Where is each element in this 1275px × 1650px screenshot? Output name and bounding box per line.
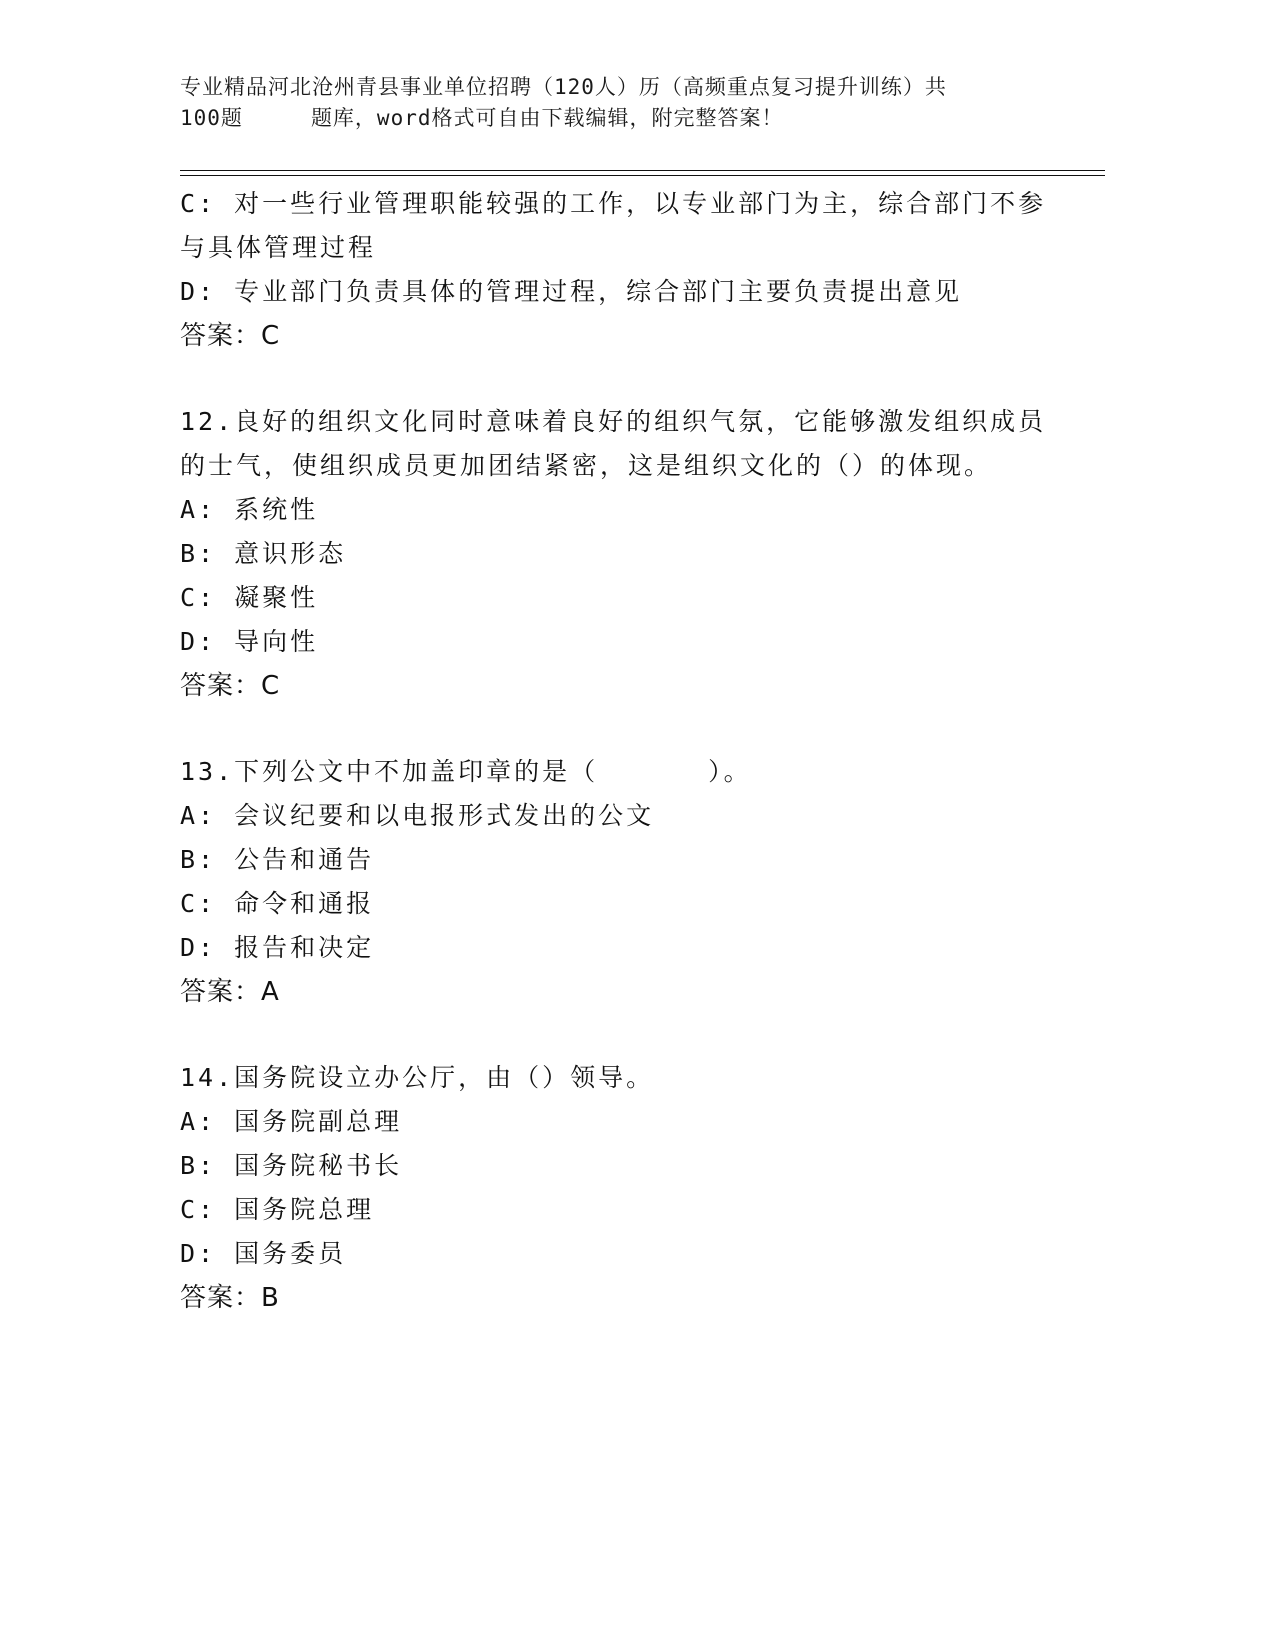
question-14: [180, 1056, 1080, 1320]
header-title-line-2: [180, 103, 1080, 134]
option-c: C: 凝聚性: [180, 583, 319, 612]
option-b: B: 国务院秘书长: [180, 1151, 403, 1180]
option-a: A: 系统性: [180, 495, 319, 524]
question-12: [180, 400, 1080, 708]
option-c: C: 对一些行业管理职能较强的工作，以专业部门为主，综合部门不参: [180, 189, 1047, 218]
option-d: D: 专业部门负责具体的管理过程，综合部门主要负责提出意见: [180, 277, 963, 306]
option-c: C: 命令和通报: [180, 889, 375, 918]
answer: 答案：A: [180, 977, 280, 1007]
answer: 答案：C: [180, 321, 281, 351]
question-stem: 14.国务院设立办公厅，由（）领导。: [180, 1063, 655, 1092]
answer: 答案：B: [180, 1283, 280, 1313]
option-d: D: 导向性: [180, 627, 319, 656]
header-description: 题库，word格式可自由下载编辑，附完整答案！: [310, 106, 784, 130]
header-divider-bottom: [180, 175, 1105, 176]
header-title-line-1: 专业精品河北沧州青县事业单位招聘（120人）历（高频重点复习提升训练）共: [180, 75, 947, 99]
option-c: C: 国务院总理: [180, 1195, 375, 1224]
option-a: A: 国务院副总理: [180, 1107, 403, 1136]
option-b: B: 公告和通告: [180, 845, 375, 874]
question-stem: 12.良好的组织文化同时意味着良好的组织气氛，它能够激发组织成员: [180, 407, 1047, 436]
option-d: D: 报告和决定: [180, 933, 375, 962]
question-stem-continued: 的士气，使组织成员更加团结紧密，这是组织文化的（）的体现。: [180, 451, 993, 480]
header-divider-top: [180, 170, 1105, 171]
question-stem-text: 13.下列公文中不加盖印章的是（: [180, 757, 599, 786]
question-13: [180, 750, 1080, 1014]
question-11-tail: [180, 182, 1080, 358]
option-d: D: 国务委员: [180, 1239, 347, 1268]
question-stem-close: ）。: [708, 757, 752, 786]
option-c-continued: 与具体管理过程: [180, 233, 377, 262]
question-list: [180, 182, 1080, 1362]
document-header: [180, 72, 1080, 134]
header-count: 100题: [180, 106, 243, 130]
question-stem: [180, 750, 1080, 794]
answer: 答案：C: [180, 671, 281, 701]
option-a: A: 会议纪要和以电报形式发出的公文: [180, 801, 655, 830]
option-b: B: 意识形态: [180, 539, 347, 568]
